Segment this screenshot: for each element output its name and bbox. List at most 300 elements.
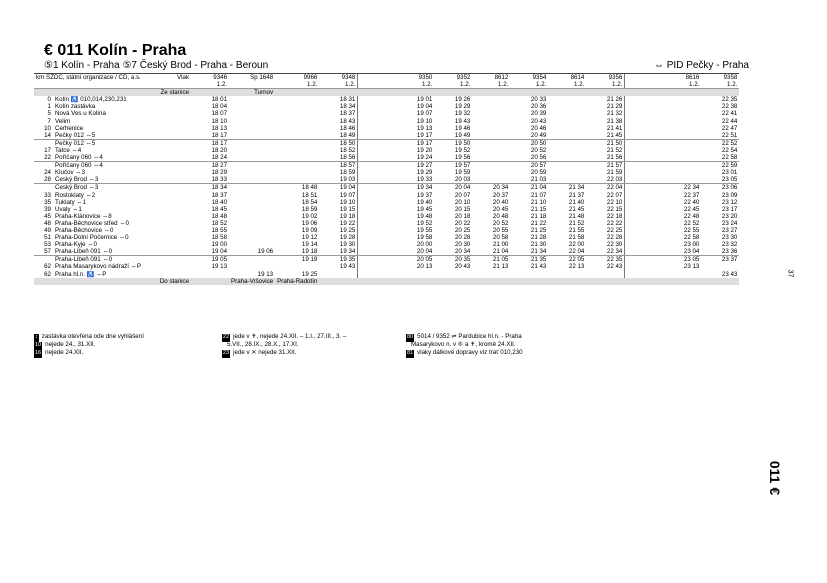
- time-cell: [358, 206, 397, 213]
- train-number-row: [34, 74, 739, 82]
- time-cell: [701, 263, 739, 270]
- time-cell: 21 18: [530, 212, 547, 220]
- time-cell: 19 04: [191, 248, 229, 256]
- time-cell: 20 10: [454, 198, 471, 206]
- time-cell: [358, 184, 397, 192]
- train-number: 9354: [510, 74, 548, 82]
- time-cell: 20 52: [492, 219, 509, 227]
- time-cell: [229, 110, 275, 117]
- flag-cell: [175, 184, 191, 192]
- time-cell: [625, 96, 664, 103]
- time-cell: 19 57: [454, 162, 471, 170]
- time-cell: 23 00: [683, 241, 700, 249]
- flag-cell: [175, 199, 191, 206]
- time-cell: 21 32: [606, 110, 623, 118]
- time-cell: 20 45: [492, 205, 509, 213]
- time-cell: 22 35: [606, 256, 623, 264]
- time-cell: 18 43: [339, 117, 356, 125]
- time-cell: 19 19: [301, 256, 318, 264]
- train-number: 8612: [472, 74, 510, 82]
- from-origin-turnov: Turnov: [229, 89, 275, 97]
- time-cell: [625, 176, 664, 184]
- station-row: [34, 103, 739, 110]
- time-cell: [472, 147, 510, 154]
- station-row: [34, 192, 739, 199]
- time-cell: [625, 227, 664, 234]
- km-cell: 51: [44, 234, 51, 242]
- time-cell: 22 48: [683, 212, 700, 220]
- time-cell: 20 40: [492, 198, 509, 206]
- flag-cell: [175, 256, 191, 264]
- flag-cell: [175, 96, 191, 103]
- time-cell: 21 34: [568, 184, 585, 192]
- time-cell: [229, 147, 275, 154]
- from-origin-empty: [191, 89, 229, 97]
- train-number: [358, 74, 397, 82]
- time-cell: 19 46: [454, 124, 471, 132]
- time-cell: 20 56: [510, 154, 548, 162]
- time-cell: [586, 271, 625, 278]
- time-cell: 18 49: [319, 132, 358, 140]
- time-cell: 21 04: [472, 248, 510, 256]
- time-cell: [625, 192, 664, 199]
- time-cell: 22 54: [721, 146, 738, 154]
- time-cell: 19 13: [257, 270, 274, 278]
- time-cell: 19 32: [454, 110, 471, 118]
- time-cell: 18 33: [191, 176, 229, 184]
- time-cell: [358, 125, 397, 132]
- train-class: 1.2.: [472, 81, 510, 89]
- time-cell: [434, 271, 472, 278]
- time-cell: [275, 132, 319, 140]
- time-cell: 22 40: [683, 198, 700, 206]
- time-cell: 21 57: [606, 162, 623, 170]
- time-cell: 21 29: [606, 103, 623, 111]
- time-cell: [663, 169, 701, 176]
- time-cell: 19 25: [301, 270, 318, 278]
- destination-cell: [396, 278, 434, 285]
- time-cell: [548, 103, 586, 110]
- time-cell: 21 07: [530, 191, 547, 199]
- time-cell: 18 13: [211, 124, 228, 132]
- time-cell: 21 45: [568, 205, 585, 213]
- time-cell: [625, 147, 664, 154]
- time-cell: 22 07: [606, 191, 623, 199]
- time-cell: 19 40: [416, 198, 433, 206]
- time-cell: 21 05: [492, 256, 509, 264]
- time-cell: 19 55: [416, 226, 433, 234]
- station-row: [34, 169, 739, 176]
- time-cell: [663, 162, 701, 170]
- time-cell: [229, 162, 275, 170]
- time-cell: [358, 96, 397, 103]
- km-cell: 39: [44, 205, 51, 213]
- time-cell: 19 13: [211, 263, 228, 271]
- time-cell: 21 52: [606, 146, 623, 154]
- time-cell: 18 34: [211, 184, 228, 192]
- time-cell: 19 18: [339, 212, 356, 220]
- station-name: Kolín ♿ 010,014,230,231: [55, 96, 127, 104]
- time-cell: 20 43: [454, 263, 471, 271]
- footnote-mark: 16: [35, 350, 42, 356]
- time-cell: 23 43: [721, 270, 738, 278]
- station-row: [34, 227, 739, 234]
- destination-cell: [663, 278, 701, 285]
- time-cell: [663, 271, 701, 278]
- from-station-row: [34, 89, 739, 97]
- time-cell: 22 45: [683, 205, 700, 213]
- time-cell: [548, 96, 586, 103]
- from-origin-empty: [663, 89, 701, 97]
- time-cell: 23 36: [701, 248, 739, 256]
- time-cell: 20 33: [530, 96, 547, 104]
- vlak-label: Vlak: [177, 74, 190, 81]
- station-name: Praha-Běchovice střed ⇔0: [55, 219, 129, 227]
- time-cell: 19 34: [416, 184, 433, 192]
- time-cell: [358, 118, 397, 125]
- km-cell: 1: [47, 103, 51, 111]
- time-cell: [472, 118, 510, 125]
- time-cell: 20 07: [454, 191, 471, 199]
- time-cell: 21 00: [492, 241, 509, 249]
- time-cell: 18 59: [301, 205, 318, 213]
- time-cell: [625, 162, 664, 170]
- km-cell: 45: [44, 212, 51, 220]
- time-cell: 20 03: [434, 176, 472, 184]
- km-cell: [34, 184, 53, 192]
- time-cell: 19 56: [434, 154, 472, 162]
- time-cell: 23 24: [721, 219, 738, 227]
- station-row: [34, 118, 739, 125]
- time-cell: 22 05: [568, 256, 585, 264]
- footnote: [406, 349, 523, 358]
- flag-cell: [175, 220, 191, 227]
- time-cell: [625, 184, 664, 192]
- time-cell: [229, 154, 275, 162]
- flag-cell: [175, 154, 191, 162]
- station-name: Praha-Libeň 091 ⇔0: [53, 248, 175, 256]
- time-cell: 20 04: [454, 184, 471, 192]
- train-class: 1.2.: [396, 81, 434, 89]
- station-row: [34, 234, 739, 241]
- station-row: [34, 220, 739, 227]
- station-name: Praha-Libeň 091 ⇔0: [55, 256, 113, 264]
- footnote-text: 5.VII., 28.IX., 28.X., 17.XI.: [227, 341, 299, 348]
- destination-cell: [191, 278, 229, 285]
- time-cell: 20 13: [416, 263, 433, 271]
- time-cell: [275, 96, 319, 103]
- time-cell: 21 10: [530, 198, 547, 206]
- time-cell: 22 34: [683, 184, 700, 192]
- time-cell: 18 56: [319, 154, 358, 162]
- time-cell: 21 35: [530, 256, 547, 264]
- time-cell: 19 05: [211, 256, 228, 264]
- time-cell: 19 33: [396, 176, 434, 184]
- time-cell: 19 15: [339, 205, 356, 213]
- time-cell: [275, 263, 319, 270]
- time-cell: 19 58: [416, 234, 433, 242]
- destination-cell: [548, 278, 586, 285]
- km-cell: 24: [44, 169, 51, 177]
- station-row: [34, 184, 739, 192]
- time-cell: [275, 154, 319, 162]
- train-class: 1.2.: [191, 81, 229, 89]
- time-cell: 21 26: [606, 96, 623, 104]
- train-number: 8616: [663, 74, 701, 82]
- time-cell: 19 29: [416, 169, 433, 177]
- time-cell: [472, 162, 510, 170]
- time-cell: 20 34: [434, 248, 472, 256]
- train-number: 9358: [701, 74, 739, 82]
- flag-cell: [175, 125, 191, 132]
- time-cell: [358, 234, 397, 241]
- time-cell: 20 43: [530, 117, 547, 125]
- time-cell: [358, 241, 397, 248]
- time-cell: 18 37: [339, 110, 356, 118]
- from-origin-empty: [548, 89, 586, 97]
- footnote: [406, 341, 516, 349]
- time-cell: 19 28: [339, 234, 356, 242]
- destination-cell: Praha-Vršovice: [231, 277, 274, 285]
- time-cell: 18 37: [211, 191, 228, 199]
- destination-cell: [472, 278, 510, 285]
- time-cell: 19 26: [454, 96, 471, 104]
- km-cell: 49: [44, 226, 51, 234]
- time-cell: 18 20: [211, 146, 228, 154]
- time-cell: [229, 139, 275, 147]
- time-cell: 20 49: [510, 132, 548, 140]
- train-class: 1.2.: [548, 81, 586, 89]
- time-cell: [358, 192, 397, 199]
- time-cell: [229, 227, 275, 234]
- time-cell: 22 38: [721, 103, 738, 111]
- station-row: [34, 154, 739, 162]
- time-cell: [548, 118, 586, 125]
- ze-stanice-label: Ze stanice: [34, 89, 191, 97]
- time-cell: [358, 220, 397, 227]
- time-cell: [229, 184, 275, 192]
- time-cell: 19 20: [416, 146, 433, 154]
- time-cell: 19 04: [416, 103, 433, 111]
- time-cell: 18 17: [191, 132, 229, 140]
- time-cell: 20 22: [454, 219, 471, 227]
- time-cell: 19 45: [416, 205, 433, 213]
- time-cell: [472, 271, 510, 278]
- km-cell: 57: [34, 248, 53, 256]
- time-cell: 23 13: [683, 263, 700, 271]
- km-cell: 35: [44, 198, 51, 206]
- time-cell: 19 12: [301, 234, 318, 242]
- flag-cell: [175, 169, 191, 176]
- time-cell: 19 00: [211, 241, 228, 249]
- footnote-mark: 80: [407, 334, 414, 340]
- station-row: [34, 213, 739, 220]
- time-cell: 20 28: [454, 234, 471, 242]
- time-cell: 21 58: [568, 234, 585, 242]
- time-cell: 23 05: [683, 256, 700, 264]
- time-cell: 18 40: [211, 198, 228, 206]
- time-cell: [358, 263, 397, 270]
- time-cell: [229, 256, 275, 264]
- time-cell: [472, 154, 510, 162]
- time-cell: [472, 96, 510, 103]
- time-cell: [229, 118, 275, 125]
- time-cell: 20 30: [454, 241, 471, 249]
- time-cell: 20 57: [530, 162, 547, 170]
- time-cell: 21 43: [530, 263, 547, 271]
- time-cell: 19 14: [301, 241, 318, 249]
- time-cell: 22 37: [683, 191, 700, 199]
- from-origin-empty: [701, 89, 739, 97]
- time-cell: 18 10: [211, 117, 228, 125]
- time-cell: 20 39: [530, 110, 547, 118]
- time-cell: [625, 154, 664, 162]
- time-cell: [358, 199, 397, 206]
- flag-cell: [175, 103, 191, 110]
- time-cell: 22 58: [701, 154, 739, 162]
- time-cell: 20 04: [396, 248, 434, 256]
- train-class: [625, 81, 664, 89]
- destination-cell: Praha-Radotín: [277, 277, 318, 285]
- time-cell: [358, 103, 397, 110]
- time-cell: 23 12: [721, 198, 738, 206]
- km-cell: 22: [34, 154, 53, 162]
- footnote-text: jede v ✝, nejede 24.XII. – 1.I., 27.III., 3. –: [233, 333, 347, 340]
- time-cell: [191, 271, 229, 278]
- time-cell: [625, 256, 664, 264]
- time-cell: 18 01: [211, 96, 228, 104]
- footnote-mark: ↕: [35, 334, 38, 340]
- time-cell: 21 25: [530, 226, 547, 234]
- time-cell: [396, 271, 434, 278]
- time-cell: [358, 227, 397, 234]
- destination-cell: [510, 278, 548, 285]
- time-cell: 19 01: [416, 96, 433, 104]
- footnote: [222, 341, 299, 349]
- train-class: 1.2.: [434, 81, 472, 89]
- time-cell: [275, 110, 319, 117]
- time-cell: 21 41: [606, 124, 623, 132]
- time-cell: [663, 132, 701, 140]
- time-cell: 22 51: [701, 132, 739, 140]
- time-cell: 18 24: [191, 154, 229, 162]
- time-cell: 19 17: [396, 132, 434, 140]
- time-cell: [548, 110, 586, 117]
- footnote-text: jede v ✕ nejede 31.XII.: [233, 349, 297, 356]
- time-cell: [358, 139, 397, 147]
- station-name: Český Brod ⇔3: [53, 176, 175, 184]
- time-cell: 20 18: [454, 212, 471, 220]
- time-cell: [472, 125, 510, 132]
- time-cell: 18 31: [339, 96, 356, 104]
- time-cell: [229, 234, 275, 241]
- time-cell: 23 09: [721, 191, 738, 199]
- time-cell: 19 52: [416, 219, 433, 227]
- train-class: 1.2.: [586, 81, 625, 89]
- time-cell: [510, 271, 548, 278]
- time-cell: [625, 139, 664, 147]
- time-cell: 20 35: [454, 256, 471, 264]
- train-number: 9350: [396, 74, 434, 82]
- time-cell: 19 50: [454, 139, 471, 147]
- time-cell: 19 24: [396, 154, 434, 162]
- train-number: 9346: [191, 74, 229, 82]
- time-cell: 23 20: [721, 212, 738, 220]
- time-cell: [472, 110, 510, 117]
- time-cell: 22 34: [586, 248, 625, 256]
- time-cell: [548, 132, 586, 140]
- time-cell: 22 13: [568, 263, 585, 271]
- km-cell: 62: [44, 270, 51, 278]
- flag-cell: [175, 213, 191, 220]
- time-cell: [663, 154, 701, 162]
- time-cell: 21 03: [510, 176, 548, 184]
- time-cell: 21 30: [530, 241, 547, 249]
- time-cell: [275, 125, 319, 132]
- time-cell: [275, 162, 319, 170]
- time-cell: 20 05: [416, 256, 433, 264]
- time-cell: [625, 169, 664, 176]
- time-cell: [358, 147, 397, 154]
- time-cell: 21 04: [530, 184, 547, 192]
- time-cell: 19 34: [319, 248, 358, 256]
- from-origin-empty: [510, 89, 548, 97]
- time-cell: 18 55: [211, 226, 228, 234]
- time-cell: 18 17: [211, 139, 228, 147]
- time-cell: [663, 103, 701, 110]
- time-cell: 19 18: [275, 248, 319, 256]
- time-cell: 19 29: [454, 103, 471, 111]
- time-cell: 19 43: [339, 263, 356, 271]
- time-cell: 20 55: [492, 226, 509, 234]
- time-cell: 22 30: [606, 241, 623, 249]
- time-cell: 21 13: [492, 263, 509, 271]
- footnote-text: nejede 24.XII.: [45, 349, 84, 356]
- train-class: [358, 81, 397, 89]
- time-cell: 20 46: [530, 124, 547, 132]
- train-class-row: [34, 81, 739, 89]
- time-cell: 22 47: [721, 124, 738, 132]
- flag-cell: [175, 248, 191, 256]
- time-cell: 20 25: [454, 226, 471, 234]
- station-row: [34, 241, 739, 248]
- flag-cell: [175, 241, 191, 248]
- km-cell: 53: [44, 241, 51, 249]
- time-cell: [663, 125, 701, 132]
- time-cell: 23 01: [721, 169, 738, 177]
- time-cell: 21 52: [568, 219, 585, 227]
- time-cell: 23 37: [721, 256, 738, 264]
- station-row: [34, 147, 739, 154]
- time-cell: 22 22: [606, 219, 623, 227]
- train-number: [625, 74, 664, 82]
- time-cell: [229, 263, 275, 270]
- time-cell: [358, 176, 397, 184]
- line-code: 011 €: [767, 460, 784, 496]
- time-cell: 21 48: [568, 212, 585, 220]
- station-row: [34, 162, 739, 170]
- station-row: [34, 139, 739, 147]
- time-cell: [358, 154, 397, 162]
- km-cell: 48: [44, 219, 51, 227]
- time-cell: 18 59: [339, 169, 356, 177]
- km-cell: 10: [44, 124, 51, 132]
- time-cell: 19 59: [454, 169, 471, 177]
- time-cell: [548, 154, 586, 162]
- km-cell: 14: [34, 132, 53, 140]
- time-cell: 20 50: [530, 139, 547, 147]
- footnote-mark: 81: [407, 350, 414, 356]
